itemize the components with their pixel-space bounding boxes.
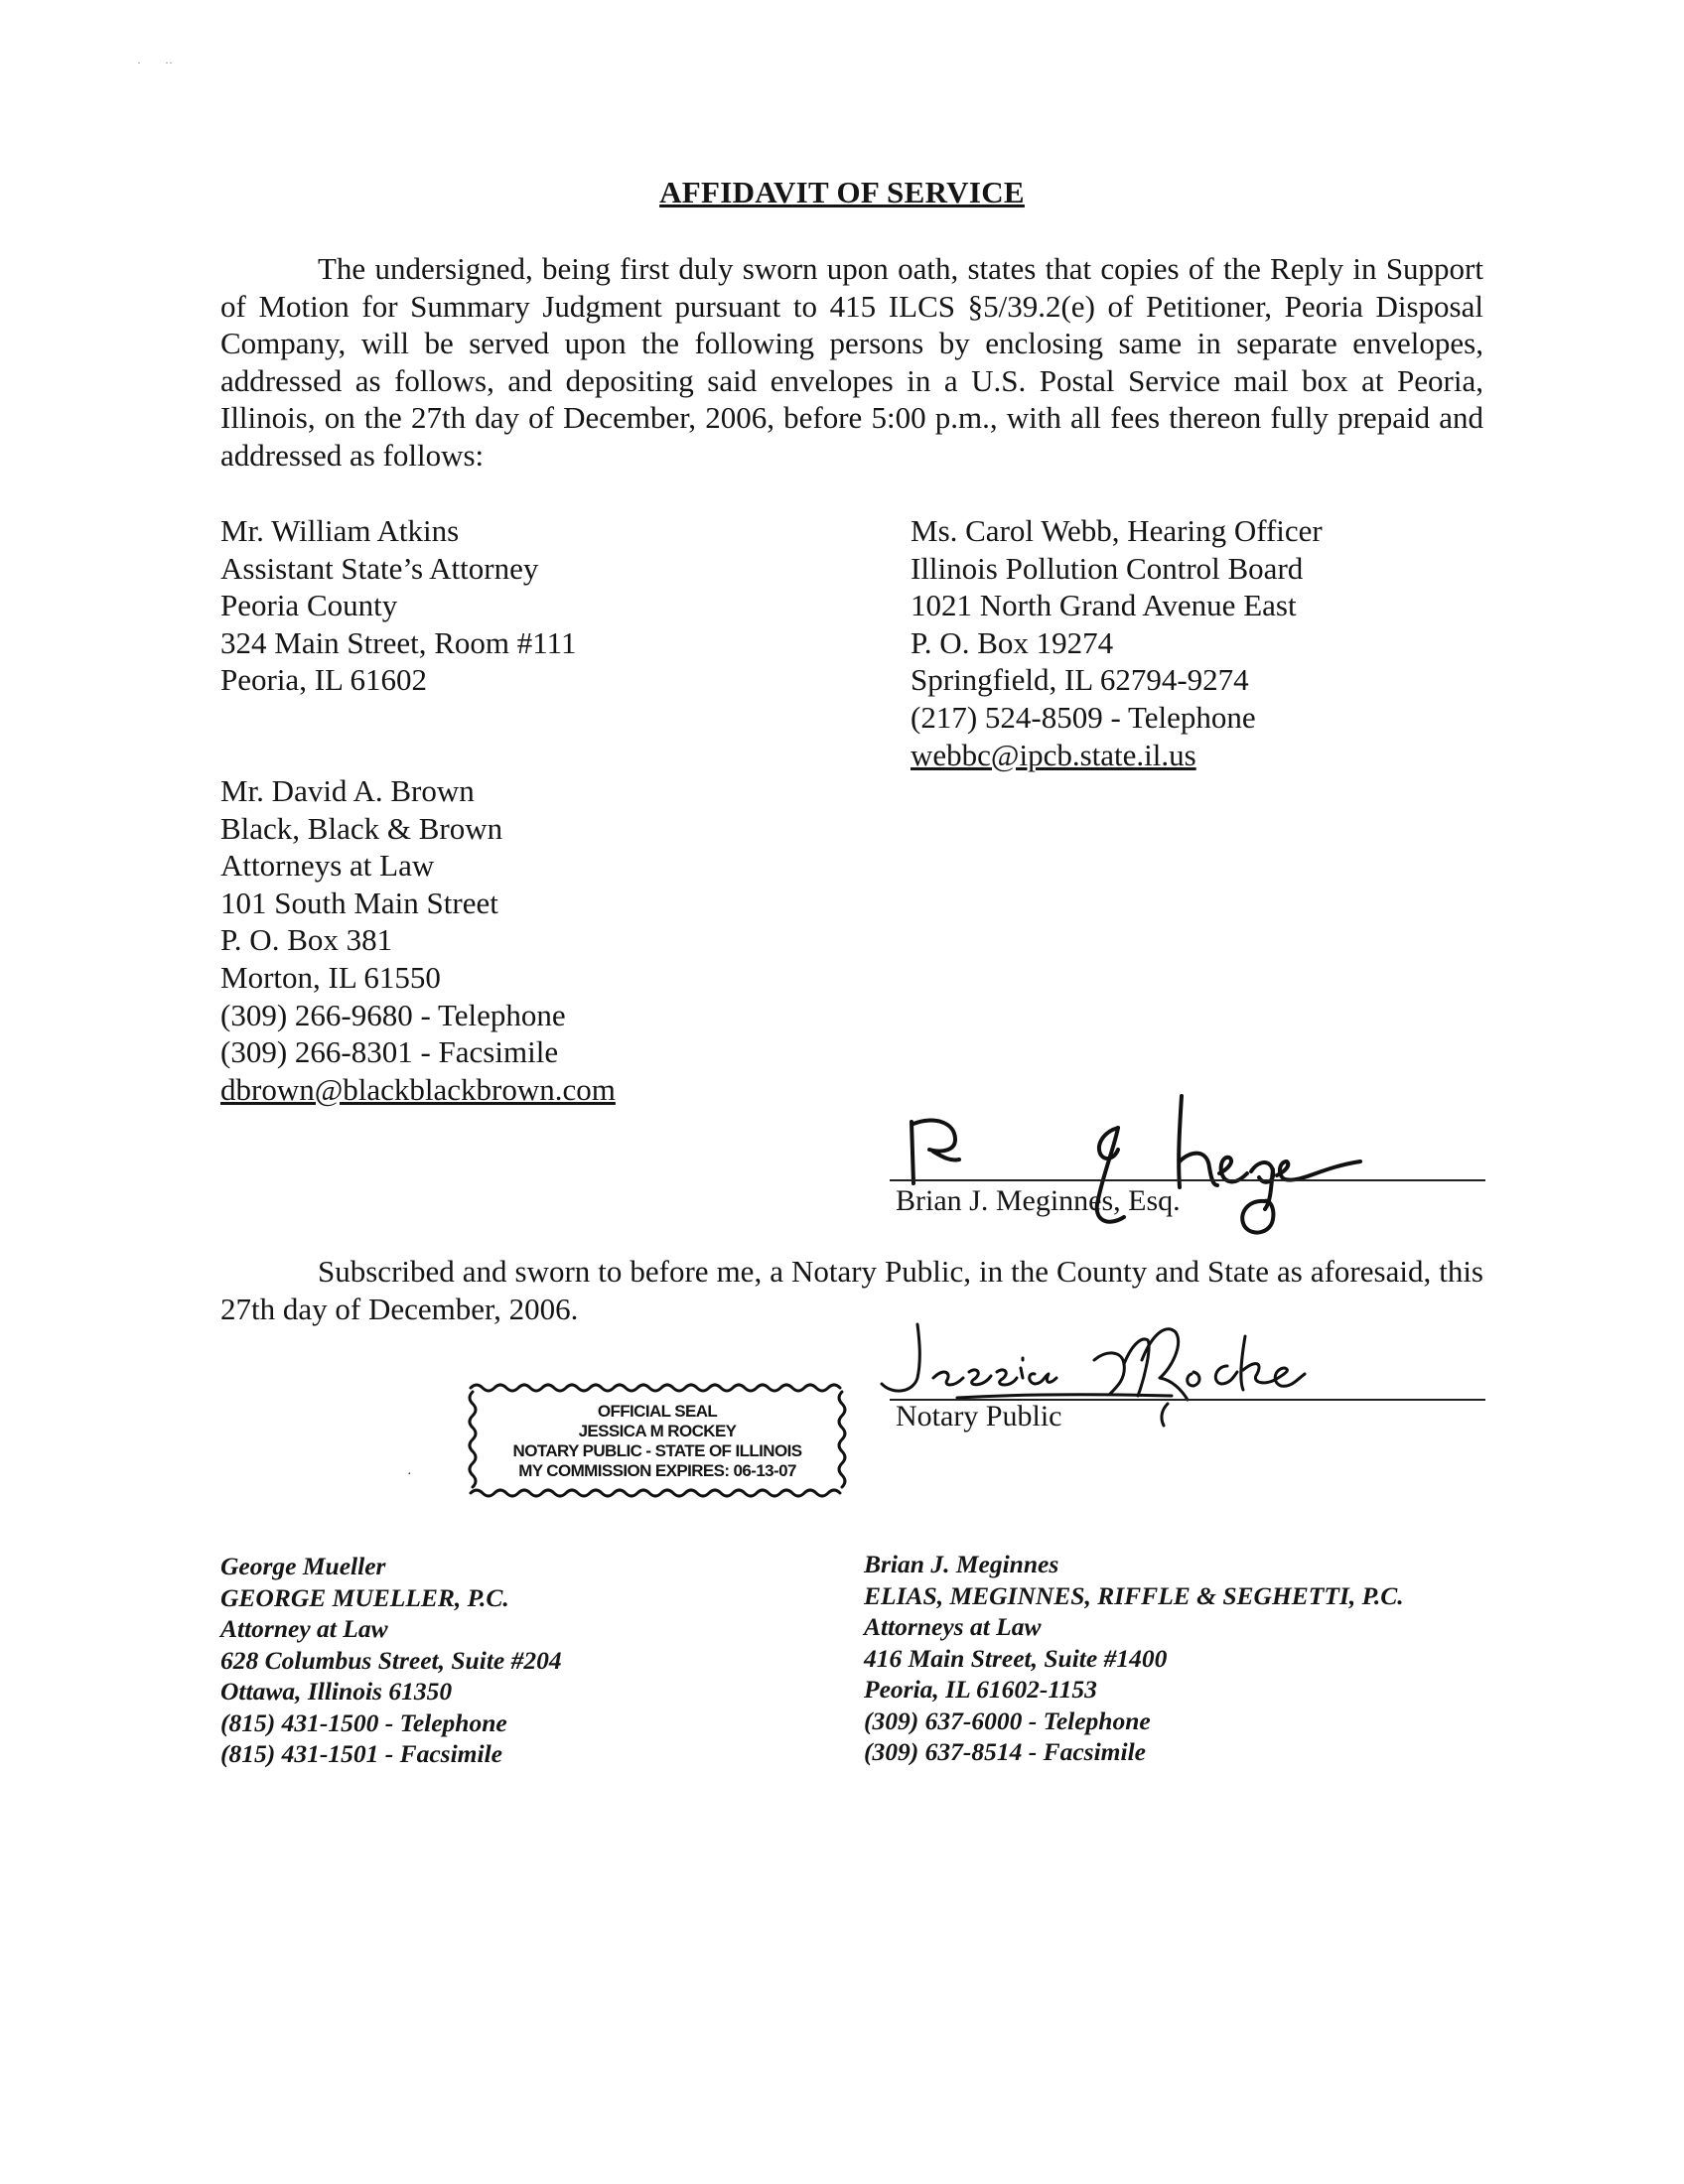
counsel-line: Ottawa, Illinois 61350 [220,1677,453,1706]
counsel-line: (815) 431-1501 - Facsimile [220,1739,502,1768]
official-seal-stamp [459,1378,856,1501]
address-line: (217) 524-8509 - Telephone [911,699,1256,735]
document-title: AFFIDAVIT OF SERVICE [659,175,1025,209]
address-line: 324 Main Street, Room #111 [220,624,577,660]
address-line: (309) 266-8301 - Facsimile [220,1034,559,1070]
notary-statement: Subscribed and sworn to before me, a Notary Public, in the County and State as aforesaid, this 27th day of December, 2006. [220,1254,1483,1326]
email-link[interactable]: dbrown@blackblackbrown.com [220,1071,616,1107]
seal-line: NOTARY PUBLIC - STATE OF ILLINOIS [512,1441,802,1460]
address-line: Black, Black & Brown [220,810,503,846]
address-line: Ms. Carol Webb, Hearing Officer [911,513,1323,548]
counsel-line: 628 Columbus Street, Suite #204 [220,1645,562,1675]
counsel-line: GEORGE MUELLER, P.C. [220,1582,509,1612]
address-line: Springfield, IL 62794-9274 [911,662,1249,698]
recipient-webb [911,512,1323,773]
counsel-mueller [220,1551,562,1770]
address-line: Peoria County [220,588,398,623]
counsel-line: Attorneys at Law [864,1612,1042,1641]
signer-name: Brian J. Meginnes, Esq. [896,1184,1181,1217]
counsel-line: 416 Main Street, Suite #1400 [864,1643,1168,1673]
seal-text [481,1402,834,1481]
address-line: Illinois Pollution Control Board [911,550,1304,586]
counsel-line: George Mueller [220,1552,386,1580]
counsel-line: (815) 431-1500 - Telephone [220,1707,507,1737]
counsel-line: Attorney at Law [220,1614,388,1643]
email-link[interactable]: webbc@ipcb.state.il.us [911,737,1196,772]
address-line: 1021 North Grand Avenue East [911,588,1297,623]
recipient-atkins [220,512,576,699]
address-line: Attorneys at Law [220,848,435,884]
counsel-line: Brian J. Meginnes [864,1550,1059,1578]
recipient-brown [220,772,616,1108]
address-line: 101 South Main Street [220,885,498,920]
counsel-line: Peoria, IL 61602-1153 [864,1675,1097,1704]
scan-artifact: · ·· [137,56,173,69]
counsel-line: (309) 637-8514 - Facsimile [864,1737,1146,1766]
address-line: Mr. William Atkins [220,513,460,548]
notary-label: Notary Public [896,1400,1062,1433]
counsel-line: ELIAS, MEGINNES, RIFFLE & SEGHETTI, P.C. [864,1580,1404,1610]
address-line: (309) 266-9680 - Telephone [220,997,566,1032]
intro-paragraph: The undersigned, being first duly sworn upon oath, states that copies of the Reply in Support of Motion for Summary Judgment pursuant to 415 ILCS §5/39.2(e) of Petitioner, Peoria Disposal Company, will be served upon the following persons by enclosing same in separate envelopes, addressed as follows, and depositing said envelopes in a U.S. Postal Service mail box at Peoria, Illinois, on the 27th day of December, 2006, before 5:00 p.m., with all fees thereon fully prepaid and addressed as follows: [220,251,1483,473]
address-line: P. O. Box 381 [220,922,393,958]
counsel-line: (309) 637-6000 - Telephone [864,1706,1151,1735]
seal-line: OFFICIAL SEAL [597,1402,718,1421]
address-line: Mr. David A. Brown [220,773,475,808]
address-line: P. O. Box 19274 [911,624,1114,660]
signature-line [890,1179,1485,1181]
address-line: Assistant State’s Attorney [220,550,539,586]
address-line: Morton, IL 61550 [220,959,441,995]
stamp-dot: · [407,1467,412,1482]
address-line: Peoria, IL 61602 [220,662,428,698]
seal-line: MY COMMISSION EXPIRES: 06-13-07 [518,1461,796,1480]
seal-line: JESSICA M ROCKEY [578,1422,737,1440]
counsel-meginnes [864,1549,1404,1768]
